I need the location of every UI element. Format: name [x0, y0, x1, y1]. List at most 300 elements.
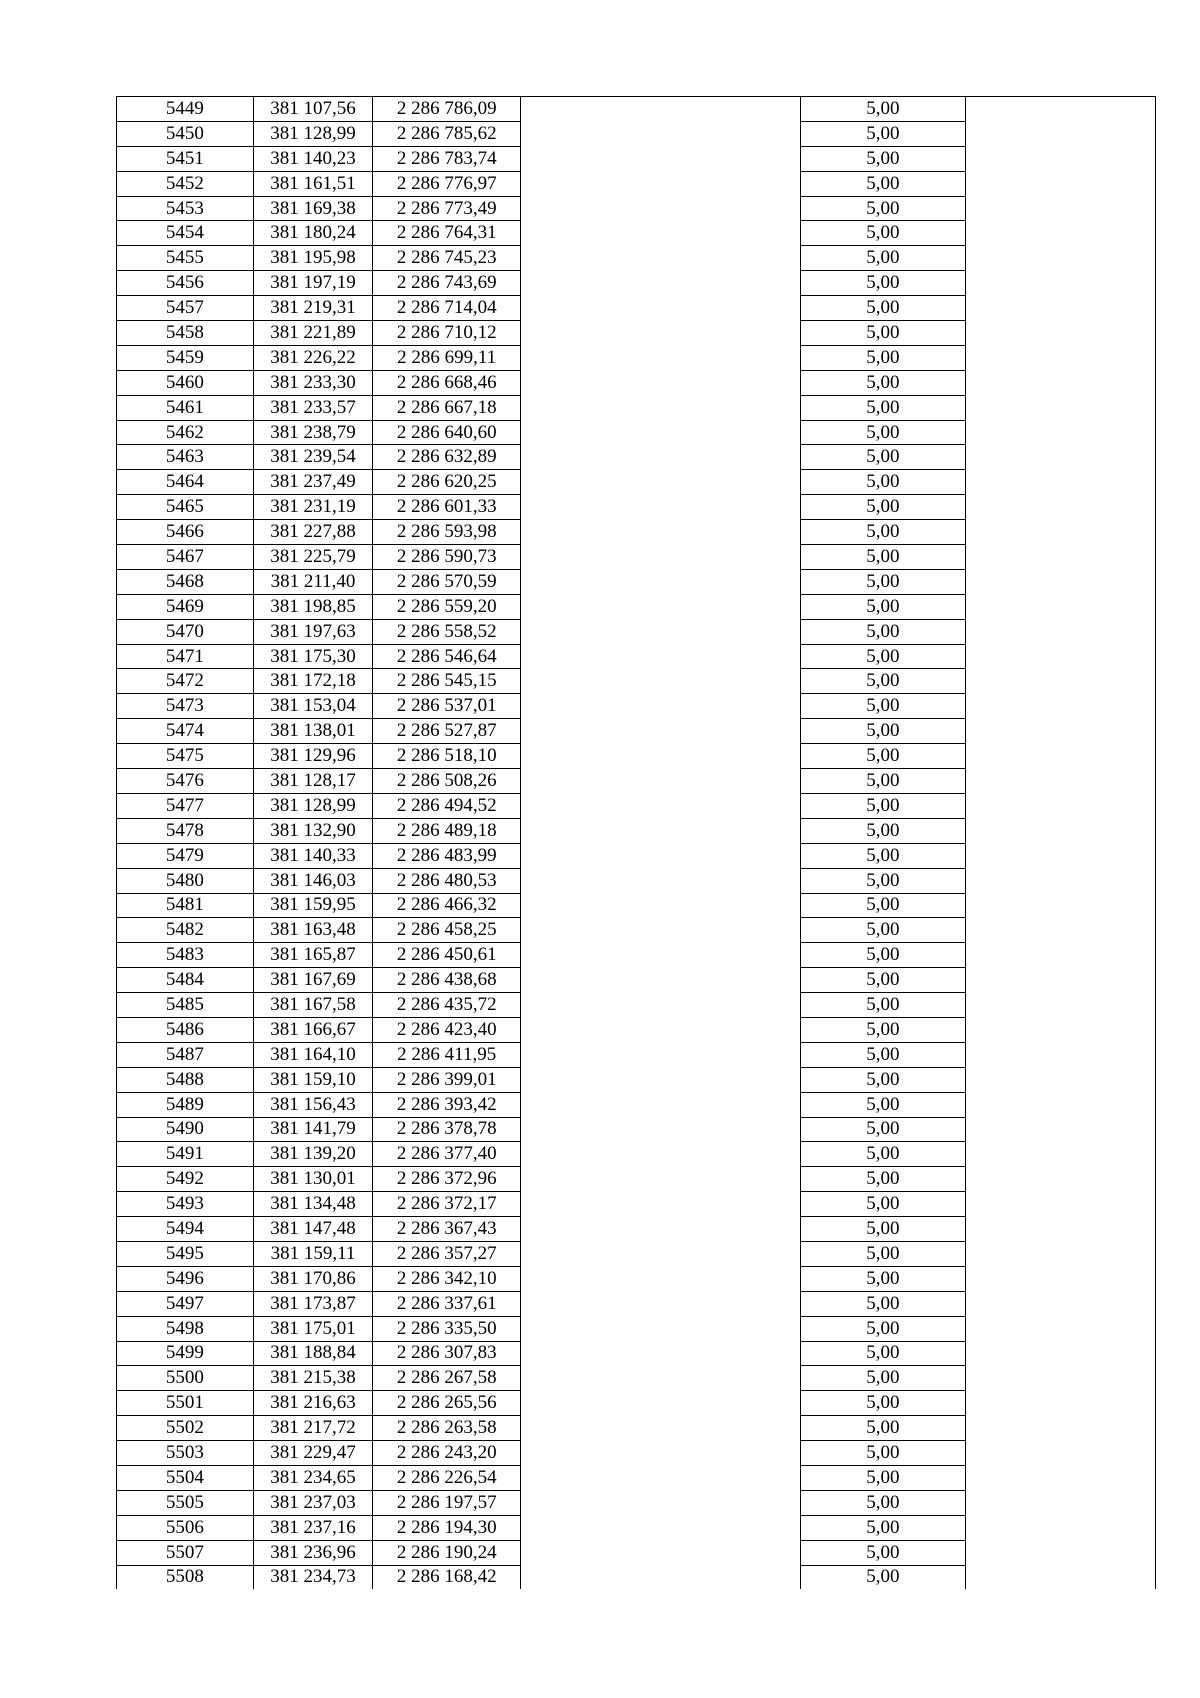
- point-number-cell: 5457: [117, 296, 254, 321]
- empty-cell: [965, 1416, 1155, 1441]
- x-coordinate-cell: 381 237,03: [253, 1490, 372, 1515]
- x-coordinate-cell: 381 159,95: [253, 893, 372, 918]
- empty-cell: [965, 893, 1155, 918]
- point-number-cell: 5489: [117, 1092, 254, 1117]
- point-number-cell: 5478: [117, 818, 254, 843]
- accuracy-cell: 5,00: [801, 171, 966, 196]
- empty-cell: [965, 1142, 1155, 1167]
- y-coordinate-cell: 2 286 342,10: [373, 1266, 521, 1291]
- x-coordinate-cell: 381 165,87: [253, 943, 372, 968]
- empty-cell: [965, 545, 1155, 570]
- x-coordinate-cell: 381 164,10: [253, 1042, 372, 1067]
- empty-cell: [521, 296, 801, 321]
- y-coordinate-cell: 2 286 307,83: [373, 1341, 521, 1366]
- empty-cell: [521, 968, 801, 993]
- empty-cell: [521, 395, 801, 420]
- y-coordinate-cell: 2 286 458,25: [373, 918, 521, 943]
- accuracy-cell: 5,00: [801, 495, 966, 520]
- accuracy-cell: 5,00: [801, 1192, 966, 1217]
- x-coordinate-cell: 381 128,17: [253, 769, 372, 794]
- y-coordinate-cell: 2 286 714,04: [373, 296, 521, 321]
- point-number-cell: 5491: [117, 1142, 254, 1167]
- point-number-cell: 5480: [117, 868, 254, 893]
- x-coordinate-cell: 381 237,16: [253, 1515, 372, 1540]
- y-coordinate-cell: 2 286 450,61: [373, 943, 521, 968]
- table-row: [117, 1042, 1156, 1067]
- empty-cell: [521, 669, 801, 694]
- empty-cell: [521, 1167, 801, 1192]
- empty-cell: [521, 1565, 801, 1589]
- y-coordinate-cell: 2 286 194,30: [373, 1515, 521, 1540]
- table-row: [117, 445, 1156, 470]
- y-coordinate-cell: 2 286 466,32: [373, 893, 521, 918]
- empty-cell: [521, 470, 801, 495]
- empty-cell: [521, 97, 801, 122]
- x-coordinate-cell: 381 140,33: [253, 843, 372, 868]
- x-coordinate-cell: 381 130,01: [253, 1167, 372, 1192]
- point-number-cell: 5449: [117, 97, 254, 122]
- x-coordinate-cell: 381 227,88: [253, 520, 372, 545]
- empty-cell: [521, 1042, 801, 1067]
- empty-cell: [965, 97, 1155, 122]
- empty-cell: [521, 1341, 801, 1366]
- x-coordinate-cell: 381 147,48: [253, 1217, 372, 1242]
- accuracy-cell: 5,00: [801, 146, 966, 171]
- y-coordinate-cell: 2 286 399,01: [373, 1067, 521, 1092]
- accuracy-cell: 5,00: [801, 1490, 966, 1515]
- x-coordinate-cell: 381 180,24: [253, 221, 372, 246]
- x-coordinate-cell: 381 139,20: [253, 1142, 372, 1167]
- table-row: [117, 146, 1156, 171]
- point-number-cell: 5456: [117, 271, 254, 296]
- table-row: [117, 868, 1156, 893]
- x-coordinate-cell: 381 197,63: [253, 619, 372, 644]
- empty-cell: [521, 1217, 801, 1242]
- table-row: [117, 918, 1156, 943]
- table-row: [117, 1391, 1156, 1416]
- table-row: [117, 1341, 1156, 1366]
- empty-cell: [965, 818, 1155, 843]
- table-row: [117, 669, 1156, 694]
- y-coordinate-cell: 2 286 593,98: [373, 520, 521, 545]
- x-coordinate-cell: 381 225,79: [253, 545, 372, 570]
- point-number-cell: 5504: [117, 1465, 254, 1490]
- x-coordinate-cell: 381 216,63: [253, 1391, 372, 1416]
- x-coordinate-cell: 381 159,11: [253, 1241, 372, 1266]
- point-number-cell: 5498: [117, 1316, 254, 1341]
- empty-cell: [965, 619, 1155, 644]
- accuracy-cell: 5,00: [801, 1515, 966, 1540]
- point-number-cell: 5507: [117, 1540, 254, 1565]
- accuracy-cell: 5,00: [801, 420, 966, 445]
- point-number-cell: 5501: [117, 1391, 254, 1416]
- table-row: [117, 121, 1156, 146]
- accuracy-cell: 5,00: [801, 1117, 966, 1142]
- empty-cell: [521, 1490, 801, 1515]
- y-coordinate-cell: 2 286 773,49: [373, 196, 521, 221]
- y-coordinate-cell: 2 286 545,15: [373, 669, 521, 694]
- empty-cell: [521, 1540, 801, 1565]
- empty-cell: [965, 221, 1155, 246]
- table-row: [117, 1192, 1156, 1217]
- empty-cell: [521, 545, 801, 570]
- accuracy-cell: 5,00: [801, 1565, 966, 1589]
- accuracy-cell: 5,00: [801, 1391, 966, 1416]
- empty-cell: [521, 345, 801, 370]
- table-row: [117, 993, 1156, 1018]
- y-coordinate-cell: 2 286 786,09: [373, 97, 521, 122]
- y-coordinate-cell: 2 286 168,42: [373, 1565, 521, 1589]
- empty-cell: [965, 1565, 1155, 1589]
- table-row: [117, 370, 1156, 395]
- y-coordinate-cell: 2 286 508,26: [373, 769, 521, 794]
- accuracy-cell: 5,00: [801, 918, 966, 943]
- x-coordinate-cell: 381 233,30: [253, 370, 372, 395]
- accuracy-cell: 5,00: [801, 1465, 966, 1490]
- point-number-cell: 5459: [117, 345, 254, 370]
- accuracy-cell: 5,00: [801, 1241, 966, 1266]
- table-row: [117, 420, 1156, 445]
- accuracy-cell: 5,00: [801, 1540, 966, 1565]
- point-number-cell: 5475: [117, 744, 254, 769]
- x-coordinate-cell: 381 161,51: [253, 171, 372, 196]
- y-coordinate-cell: 2 286 710,12: [373, 321, 521, 346]
- empty-cell: [521, 1465, 801, 1490]
- empty-cell: [521, 1067, 801, 1092]
- y-coordinate-cell: 2 286 699,11: [373, 345, 521, 370]
- empty-cell: [965, 1167, 1155, 1192]
- empty-cell: [965, 644, 1155, 669]
- empty-cell: [521, 769, 801, 794]
- accuracy-cell: 5,00: [801, 719, 966, 744]
- y-coordinate-cell: 2 286 620,25: [373, 470, 521, 495]
- y-coordinate-cell: 2 286 537,01: [373, 694, 521, 719]
- point-number-cell: 5474: [117, 719, 254, 744]
- x-coordinate-cell: 381 169,38: [253, 196, 372, 221]
- point-number-cell: 5470: [117, 619, 254, 644]
- accuracy-cell: 5,00: [801, 345, 966, 370]
- empty-cell: [965, 1241, 1155, 1266]
- y-coordinate-cell: 2 286 546,64: [373, 644, 521, 669]
- y-coordinate-cell: 2 286 518,10: [373, 744, 521, 769]
- point-number-cell: 5472: [117, 669, 254, 694]
- y-coordinate-cell: 2 286 558,52: [373, 619, 521, 644]
- point-number-cell: 5463: [117, 445, 254, 470]
- empty-cell: [965, 445, 1155, 470]
- accuracy-cell: 5,00: [801, 569, 966, 594]
- table-row: [117, 943, 1156, 968]
- empty-cell: [521, 1117, 801, 1142]
- x-coordinate-cell: 381 129,96: [253, 744, 372, 769]
- table-row: [117, 1092, 1156, 1117]
- point-number-cell: 5499: [117, 1341, 254, 1366]
- y-coordinate-cell: 2 286 483,99: [373, 843, 521, 868]
- table-row: [117, 1316, 1156, 1341]
- table-row: [117, 196, 1156, 221]
- point-number-cell: 5468: [117, 569, 254, 594]
- empty-cell: [521, 1192, 801, 1217]
- accuracy-cell: 5,00: [801, 893, 966, 918]
- table-row: [117, 1241, 1156, 1266]
- table-row: [117, 1565, 1156, 1589]
- y-coordinate-cell: 2 286 764,31: [373, 221, 521, 246]
- empty-cell: [521, 1017, 801, 1042]
- empty-cell: [521, 1416, 801, 1441]
- point-number-cell: 5471: [117, 644, 254, 669]
- point-number-cell: 5483: [117, 943, 254, 968]
- accuracy-cell: 5,00: [801, 470, 966, 495]
- empty-cell: [965, 1366, 1155, 1391]
- accuracy-cell: 5,00: [801, 993, 966, 1018]
- y-coordinate-cell: 2 286 372,96: [373, 1167, 521, 1192]
- empty-cell: [521, 495, 801, 520]
- x-coordinate-cell: 381 234,65: [253, 1465, 372, 1490]
- y-coordinate-cell: 2 286 640,60: [373, 420, 521, 445]
- point-number-cell: 5486: [117, 1017, 254, 1042]
- x-coordinate-cell: 381 236,96: [253, 1540, 372, 1565]
- y-coordinate-cell: 2 286 438,68: [373, 968, 521, 993]
- empty-cell: [521, 221, 801, 246]
- accuracy-cell: 5,00: [801, 1142, 966, 1167]
- table-row: [117, 495, 1156, 520]
- x-coordinate-cell: 381 166,67: [253, 1017, 372, 1042]
- table-row: [117, 395, 1156, 420]
- point-number-cell: 5508: [117, 1565, 254, 1589]
- point-number-cell: 5465: [117, 495, 254, 520]
- empty-cell: [965, 196, 1155, 221]
- table-row: [117, 246, 1156, 271]
- table-row: [117, 719, 1156, 744]
- empty-cell: [965, 121, 1155, 146]
- x-coordinate-cell: 381 226,22: [253, 345, 372, 370]
- empty-cell: [965, 1117, 1155, 1142]
- x-coordinate-cell: 381 229,47: [253, 1441, 372, 1466]
- x-coordinate-cell: 381 156,43: [253, 1092, 372, 1117]
- accuracy-cell: 5,00: [801, 868, 966, 893]
- empty-cell: [965, 1490, 1155, 1515]
- empty-cell: [965, 1042, 1155, 1067]
- y-coordinate-cell: 2 286 267,58: [373, 1366, 521, 1391]
- empty-cell: [521, 818, 801, 843]
- x-coordinate-cell: 381 163,48: [253, 918, 372, 943]
- y-coordinate-cell: 2 286 601,33: [373, 495, 521, 520]
- empty-cell: [521, 420, 801, 445]
- table-row: [117, 569, 1156, 594]
- accuracy-cell: 5,00: [801, 744, 966, 769]
- point-number-cell: 5482: [117, 918, 254, 943]
- y-coordinate-cell: 2 286 783,74: [373, 146, 521, 171]
- empty-cell: [521, 569, 801, 594]
- x-coordinate-cell: 381 167,58: [253, 993, 372, 1018]
- accuracy-cell: 5,00: [801, 968, 966, 993]
- table-row: [117, 843, 1156, 868]
- empty-cell: [965, 793, 1155, 818]
- point-number-cell: 5452: [117, 171, 254, 196]
- y-coordinate-cell: 2 286 570,59: [373, 569, 521, 594]
- accuracy-cell: 5,00: [801, 694, 966, 719]
- point-number-cell: 5477: [117, 793, 254, 818]
- point-number-cell: 5496: [117, 1266, 254, 1291]
- point-number-cell: 5455: [117, 246, 254, 271]
- x-coordinate-cell: 381 221,89: [253, 321, 372, 346]
- x-coordinate-cell: 381 138,01: [253, 719, 372, 744]
- point-number-cell: 5497: [117, 1291, 254, 1316]
- table-row: [117, 1291, 1156, 1316]
- y-coordinate-cell: 2 286 743,69: [373, 271, 521, 296]
- empty-cell: [965, 594, 1155, 619]
- point-number-cell: 5481: [117, 893, 254, 918]
- empty-cell: [965, 1291, 1155, 1316]
- x-coordinate-cell: 381 211,40: [253, 569, 372, 594]
- table-row: [117, 271, 1156, 296]
- y-coordinate-cell: 2 286 367,43: [373, 1217, 521, 1242]
- table-row: [117, 1416, 1156, 1441]
- x-coordinate-cell: 381 231,19: [253, 495, 372, 520]
- y-coordinate-cell: 2 286 335,50: [373, 1316, 521, 1341]
- point-number-cell: 5503: [117, 1441, 254, 1466]
- table-row: [117, 171, 1156, 196]
- point-number-cell: 5476: [117, 769, 254, 794]
- x-coordinate-cell: 381 140,23: [253, 146, 372, 171]
- empty-cell: [965, 1092, 1155, 1117]
- accuracy-cell: 5,00: [801, 271, 966, 296]
- table-row: [117, 1490, 1156, 1515]
- table-row: [117, 744, 1156, 769]
- y-coordinate-cell: 2 286 337,61: [373, 1291, 521, 1316]
- x-coordinate-cell: 381 239,54: [253, 445, 372, 470]
- y-coordinate-cell: 2 286 411,95: [373, 1042, 521, 1067]
- y-coordinate-cell: 2 286 197,57: [373, 1490, 521, 1515]
- table-row: [117, 1117, 1156, 1142]
- accuracy-cell: 5,00: [801, 296, 966, 321]
- empty-cell: [965, 669, 1155, 694]
- table-row: [117, 893, 1156, 918]
- point-number-cell: 5464: [117, 470, 254, 495]
- table-row: [117, 1142, 1156, 1167]
- empty-cell: [965, 769, 1155, 794]
- accuracy-cell: 5,00: [801, 545, 966, 570]
- x-coordinate-cell: 381 237,49: [253, 470, 372, 495]
- table-row: [117, 1540, 1156, 1565]
- accuracy-cell: 5,00: [801, 1341, 966, 1366]
- x-coordinate-cell: 381 159,10: [253, 1067, 372, 1092]
- empty-cell: [965, 271, 1155, 296]
- accuracy-cell: 5,00: [801, 793, 966, 818]
- table-row: [117, 520, 1156, 545]
- empty-cell: [965, 694, 1155, 719]
- empty-cell: [521, 1366, 801, 1391]
- empty-cell: [965, 246, 1155, 271]
- y-coordinate-cell: 2 286 559,20: [373, 594, 521, 619]
- y-coordinate-cell: 2 286 527,87: [373, 719, 521, 744]
- empty-cell: [965, 1465, 1155, 1490]
- empty-cell: [965, 843, 1155, 868]
- point-number-cell: 5493: [117, 1192, 254, 1217]
- y-coordinate-cell: 2 286 357,27: [373, 1241, 521, 1266]
- empty-cell: [521, 370, 801, 395]
- point-number-cell: 5450: [117, 121, 254, 146]
- y-coordinate-cell: 2 286 668,46: [373, 370, 521, 395]
- empty-cell: [521, 594, 801, 619]
- accuracy-cell: 5,00: [801, 818, 966, 843]
- y-coordinate-cell: 2 286 667,18: [373, 395, 521, 420]
- empty-cell: [965, 968, 1155, 993]
- empty-cell: [965, 1017, 1155, 1042]
- accuracy-cell: 5,00: [801, 1366, 966, 1391]
- x-coordinate-cell: 381 170,86: [253, 1266, 372, 1291]
- x-coordinate-cell: 381 195,98: [253, 246, 372, 271]
- table-row: [117, 793, 1156, 818]
- y-coordinate-cell: 2 286 435,72: [373, 993, 521, 1018]
- accuracy-cell: 5,00: [801, 669, 966, 694]
- empty-cell: [521, 719, 801, 744]
- point-number-cell: 5495: [117, 1241, 254, 1266]
- empty-cell: [521, 619, 801, 644]
- empty-cell: [521, 1266, 801, 1291]
- empty-cell: [521, 943, 801, 968]
- y-coordinate-cell: 2 286 263,58: [373, 1416, 521, 1441]
- y-coordinate-cell: 2 286 785,62: [373, 121, 521, 146]
- table-row: [117, 321, 1156, 346]
- y-coordinate-cell: 2 286 372,17: [373, 1192, 521, 1217]
- y-coordinate-cell: 2 286 489,18: [373, 818, 521, 843]
- y-coordinate-cell: 2 286 243,20: [373, 1441, 521, 1466]
- accuracy-cell: 5,00: [801, 1217, 966, 1242]
- empty-cell: [965, 918, 1155, 943]
- x-coordinate-cell: 381 153,04: [253, 694, 372, 719]
- x-coordinate-cell: 381 175,01: [253, 1316, 372, 1341]
- point-number-cell: 5494: [117, 1217, 254, 1242]
- accuracy-cell: 5,00: [801, 1266, 966, 1291]
- x-coordinate-cell: 381 146,03: [253, 868, 372, 893]
- table-row: [117, 221, 1156, 246]
- point-number-cell: 5488: [117, 1067, 254, 1092]
- point-number-cell: 5485: [117, 993, 254, 1018]
- empty-cell: [965, 993, 1155, 1018]
- empty-cell: [965, 395, 1155, 420]
- y-coordinate-cell: 2 286 378,78: [373, 1117, 521, 1142]
- table-row: [117, 545, 1156, 570]
- empty-cell: [521, 644, 801, 669]
- empty-cell: [521, 146, 801, 171]
- empty-cell: [965, 1540, 1155, 1565]
- x-coordinate-cell: 381 128,99: [253, 121, 372, 146]
- empty-cell: [965, 1266, 1155, 1291]
- table-body: [117, 97, 1156, 1590]
- y-coordinate-cell: 2 286 190,24: [373, 1540, 521, 1565]
- accuracy-cell: 5,00: [801, 1067, 966, 1092]
- point-number-cell: 5500: [117, 1366, 254, 1391]
- point-number-cell: 5462: [117, 420, 254, 445]
- empty-cell: [965, 1217, 1155, 1242]
- table-row: [117, 769, 1156, 794]
- accuracy-cell: 5,00: [801, 520, 966, 545]
- empty-cell: [521, 445, 801, 470]
- x-coordinate-cell: 381 172,18: [253, 669, 372, 694]
- x-coordinate-cell: 381 173,87: [253, 1291, 372, 1316]
- table-row: [117, 1167, 1156, 1192]
- x-coordinate-cell: 381 219,31: [253, 296, 372, 321]
- point-number-cell: 5461: [117, 395, 254, 420]
- empty-cell: [521, 1391, 801, 1416]
- empty-cell: [965, 1341, 1155, 1366]
- accuracy-cell: 5,00: [801, 97, 966, 122]
- empty-cell: [521, 520, 801, 545]
- point-number-cell: 5492: [117, 1167, 254, 1192]
- accuracy-cell: 5,00: [801, 644, 966, 669]
- x-coordinate-cell: 381 233,57: [253, 395, 372, 420]
- accuracy-cell: 5,00: [801, 121, 966, 146]
